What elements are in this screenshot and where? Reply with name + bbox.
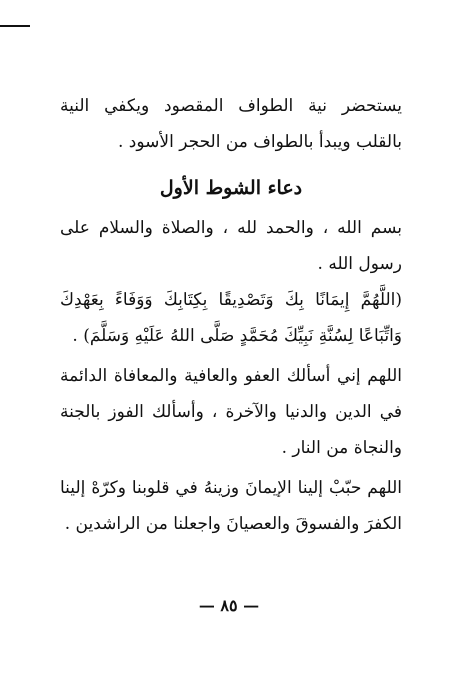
top-rule (0, 25, 30, 27)
section-heading: دعاء الشوط الأول (159, 177, 303, 199)
dua-paragraph-2: اللهم حبّبْ إلينا الإيمانَ وزينهُ في قلوبنا وكرّهْ إلينا الكفرَ والفسوقَ والعصيانَ واجعلنا من الراشدين . (60, 478, 402, 534)
page-number: — ٨٥ — (198, 596, 260, 615)
dua-paragraph-1: اللهم إني أسألك العفو والعافية والمعافاة الدائمة في الدين والدنيا والآخرة ، وأسألك الفوز بالجنة والنجاة من النار . (60, 366, 402, 458)
intro-paragraph: يستحضر نية الطواف المقصود ويكفي النية بالقلب ويبدأ بالطواف من الحجر الأسود . (60, 96, 402, 152)
page-content (60, 88, 402, 542)
basmala-paragraph: بسم الله ، والحمد لله ، والصلاة والسلام على رسول الله . (60, 218, 402, 274)
quoted-dua-paragraph: (اللَّهُمَّ إِيمَانًا بِكَ وَتَصْدِيقًا بِكِتَابِكَ وَوَفَاءً بِعَهْدِكَ وَاتِّبَاعًا لِسُنَّةِ نَبِيِّكَ مُحَمَّدٍ صَلَّى اللهُ عَلَيْهِ وَسَلَّمَ) . (60, 290, 402, 346)
